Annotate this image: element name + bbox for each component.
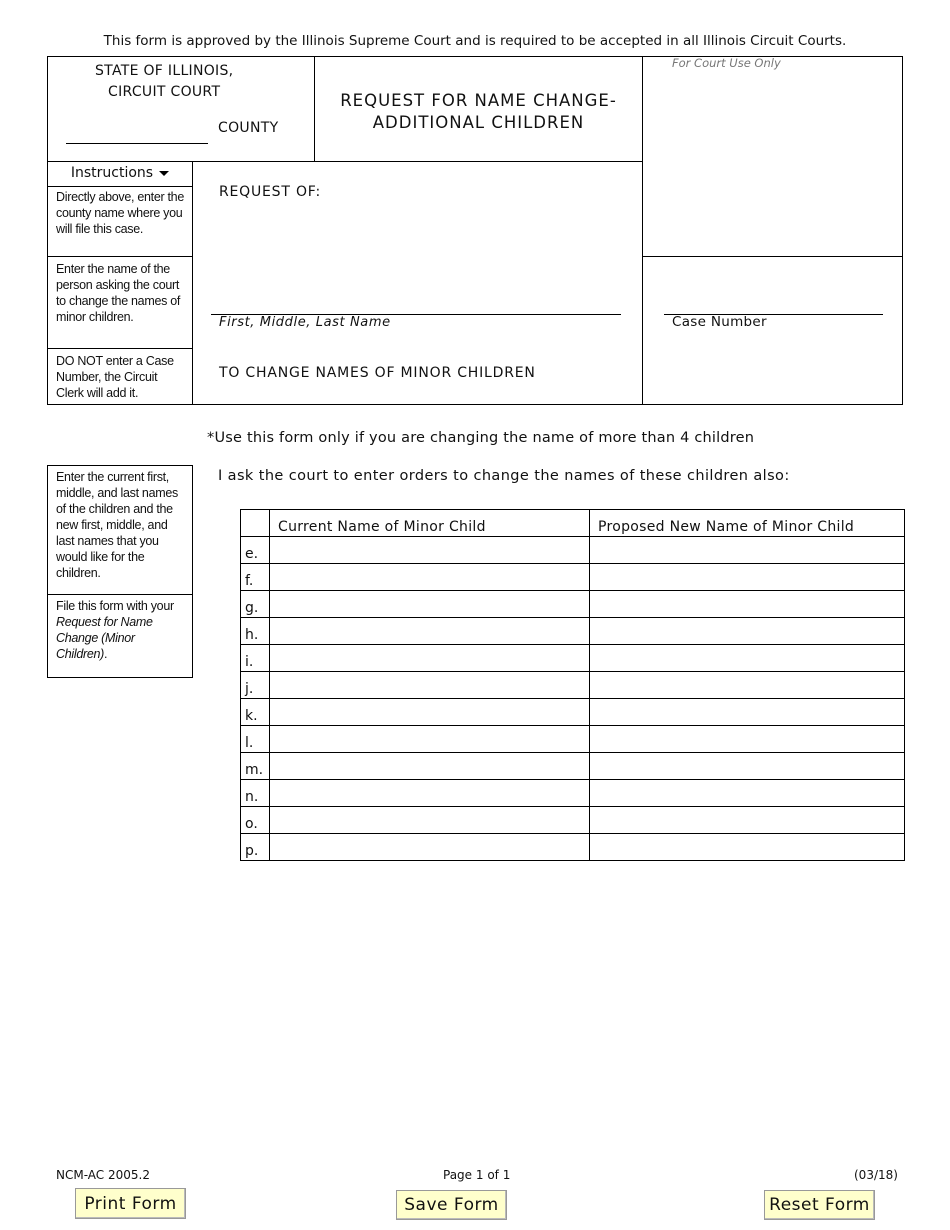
case-number-box: [642, 256, 903, 405]
save-form-button[interactable]: Save Form: [396, 1190, 507, 1220]
divider: [47, 594, 193, 595]
court-use-label: For Court Use Only: [672, 56, 781, 70]
divider: [47, 186, 193, 187]
letter-column-header: [241, 510, 270, 537]
current-name-field[interactable]: [270, 834, 590, 861]
current-name-field[interactable]: [270, 672, 590, 699]
form-title-line1: REQUEST FOR NAME CHANGE-: [340, 91, 617, 110]
file-note-form-name: Request for Name Change (Minor Children): [56, 615, 153, 661]
row-letter: o.: [241, 807, 270, 834]
table-row: [241, 753, 905, 780]
proposed-name-field[interactable]: [590, 699, 905, 726]
table-row: [241, 591, 905, 618]
form-title-box: [314, 56, 643, 162]
petitioner-name-field[interactable]: [211, 296, 621, 315]
table-row: [241, 645, 905, 672]
table-row: [241, 699, 905, 726]
current-name-field[interactable]: [270, 537, 590, 564]
row-letter: f.: [241, 564, 270, 591]
row-letter: g.: [241, 591, 270, 618]
form-title-line2: ADDITIONAL CHILDREN: [372, 113, 585, 132]
table-row: [241, 564, 905, 591]
proposed-name-field[interactable]: [590, 780, 905, 807]
proposed-name-field[interactable]: [590, 591, 905, 618]
caption-bottom-border: [192, 404, 643, 405]
proposed-name-field[interactable]: [590, 672, 905, 699]
court-use-box: [642, 56, 903, 257]
proposed-name-field[interactable]: [590, 564, 905, 591]
row-letter: p.: [241, 834, 270, 861]
proposed-name-column-header: Proposed New Name of Minor Child: [590, 510, 905, 537]
table-row: [241, 618, 905, 645]
usage-note: [207, 430, 754, 446]
current-name-field[interactable]: [270, 807, 590, 834]
page-number: Page 1 of 1: [443, 1168, 511, 1182]
chevron-down-icon: [159, 171, 169, 176]
divider: [47, 348, 193, 349]
instruction-case-number: DO NOT enter a Case Number, the Circuit Clerk will add it.: [56, 354, 174, 400]
current-name-field[interactable]: [270, 645, 590, 672]
request-statement: I ask the court to enter orders to change the names of these children also:: [218, 468, 790, 484]
current-name-field[interactable]: [270, 618, 590, 645]
proposed-name-field[interactable]: [590, 753, 905, 780]
asterisk: *: [207, 430, 215, 446]
reset-form-button[interactable]: Reset Form: [764, 1190, 875, 1220]
current-name-field[interactable]: [270, 699, 590, 726]
instructions-label: Instructions: [70, 165, 154, 181]
name-caption: First, Middle, Last Name: [219, 315, 391, 330]
instructions-toggle[interactable]: [47, 165, 193, 181]
row-letter: l.: [241, 726, 270, 753]
table-row: [241, 807, 905, 834]
instruction-county: Directly above, enter the county name where you will file this case.: [56, 190, 184, 236]
proposed-name-field[interactable]: [590, 645, 905, 672]
proposed-name-field[interactable]: [590, 726, 905, 753]
table-row: [241, 672, 905, 699]
proposed-name-field[interactable]: [590, 807, 905, 834]
county-label: COUNTY: [218, 120, 279, 136]
print-form-button[interactable]: Print Form: [75, 1188, 186, 1219]
side-instruction-file: [56, 598, 186, 662]
request-of-label: REQUEST OF:: [219, 184, 322, 200]
case-number-field[interactable]: [664, 300, 883, 315]
current-name-field[interactable]: [270, 591, 590, 618]
side-instruction-names: Enter the current first, middle, and last names of the children and the new first, middle, and last names that you would like for the children.: [56, 470, 178, 580]
current-name-field[interactable]: [270, 753, 590, 780]
divider: [47, 256, 193, 257]
circuit-court-label-text: CIRCUIT COURT: [108, 84, 221, 100]
state-label: STATE OF ILLINOIS,: [95, 63, 234, 79]
row-letter: h.: [241, 618, 270, 645]
instruction-petitioner: Enter the name of the person asking the court to change the names of minor children.: [56, 262, 181, 324]
row-letter: n.: [241, 780, 270, 807]
case-number-label: Case Number: [672, 314, 767, 330]
form-code: NCM-AC 2005.2: [56, 1168, 150, 1182]
file-note-prefix: File this form with your: [56, 599, 174, 613]
proposed-name-field[interactable]: [590, 834, 905, 861]
approval-note: This form is approved by the Illinois Supreme Court and is required to be accepted in all Illinois Circuit Courts.: [103, 33, 847, 49]
file-note-suffix: .: [104, 647, 108, 661]
table-row: [241, 726, 905, 753]
revision-date: (03/18): [854, 1168, 898, 1182]
current-name-column-header: Current Name of Minor Child: [270, 510, 590, 537]
proposed-name-field[interactable]: [590, 618, 905, 645]
row-letter: k.: [241, 699, 270, 726]
table-row: [241, 834, 905, 861]
row-letter: e.: [241, 537, 270, 564]
table-row: [241, 780, 905, 807]
current-name-field[interactable]: [270, 564, 590, 591]
row-letter: j.: [241, 672, 270, 699]
table-row: [241, 537, 905, 564]
usage-note-text: Use this form only if you are changing the name of more than 4 children: [214, 430, 755, 446]
current-name-field[interactable]: [270, 780, 590, 807]
proposed-name-field[interactable]: [590, 537, 905, 564]
row-letter: m.: [241, 753, 270, 780]
children-names-table: [240, 509, 905, 861]
table-header-row: [241, 510, 905, 537]
county-name-field[interactable]: [66, 127, 208, 144]
current-name-field[interactable]: [270, 726, 590, 753]
change-names-label: TO CHANGE NAMES OF MINOR CHILDREN: [219, 365, 536, 381]
row-letter: i.: [241, 645, 270, 672]
state-circuit-court-box: [47, 56, 315, 162]
